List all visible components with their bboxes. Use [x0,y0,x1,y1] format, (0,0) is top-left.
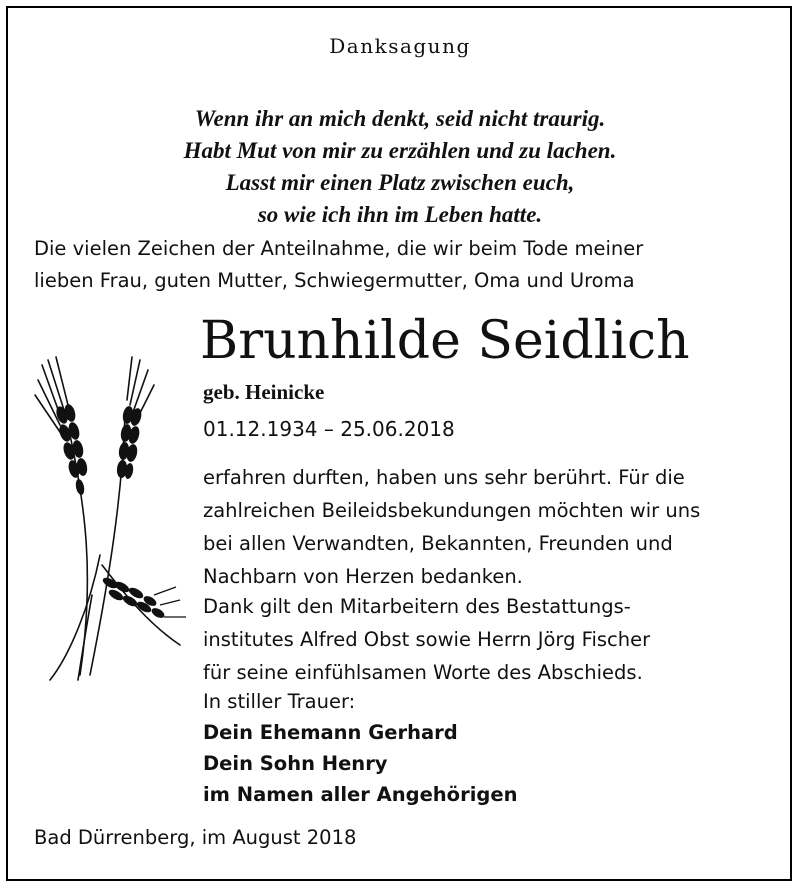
thanks-paragraph [203,461,700,593]
wheat-ears-icon [30,355,190,685]
mourners-block [203,686,517,810]
mourners-intro: In stiller Trauer: [203,690,356,713]
poem-line: Wenn ihr an mich denkt, seid nicht traurig. [194,106,606,131]
poem [0,103,800,231]
paragraph-line: für seine einfühlsamen Worte des Abschieds. [203,661,643,684]
poem-line: Habt Mut von mir zu erzählen und zu lachen. [183,138,617,163]
paragraph-line: bei allen Verwandten, Bekannten, Freunden und [203,532,673,555]
intro-text [34,233,643,297]
paragraph-line: zahlreichen Beileidsbekundungen möchten wir uns [203,499,701,522]
notice-heading: Danksagung [329,34,471,58]
deceased-name: Brunhilde Seidlich [200,311,690,371]
intro-line: Die vielen Zeichen der Anteilnahme, die wir beim Tode meiner [34,237,644,260]
mourner-name: im Namen aller Angehörigen [203,783,518,806]
life-dates: 01.12.1934 – 25.06.2018 [203,417,455,441]
poem-line: so wie ich ihn im Leben hatte. [257,202,543,227]
place-date: Bad Dürrenberg, im August 2018 [34,826,357,849]
thanks-paragraph-staff [203,590,650,689]
mourner-name: Dein Sohn Henry [203,752,388,775]
maiden-name: geb. Heinicke [203,380,325,404]
intro-line: lieben Frau, guten Mutter, Schwiegermutter, Oma und Uroma [34,269,635,292]
paragraph-line: Nachbarn von Herzen bedanken. [203,565,523,588]
paragraph-line: institutes Alfred Obst sowie Herrn Jörg Fischer [203,628,651,651]
poem-line: Lasst mir einen Platz zwischen euch, [225,170,575,195]
paragraph-line: erfahren durften, haben uns sehr berührt. Für die [203,466,685,489]
mourner-name: Dein Ehemann Gerhard [203,721,458,744]
paragraph-line: Dank gilt den Mitarbeitern des Bestattungs- [203,595,631,618]
